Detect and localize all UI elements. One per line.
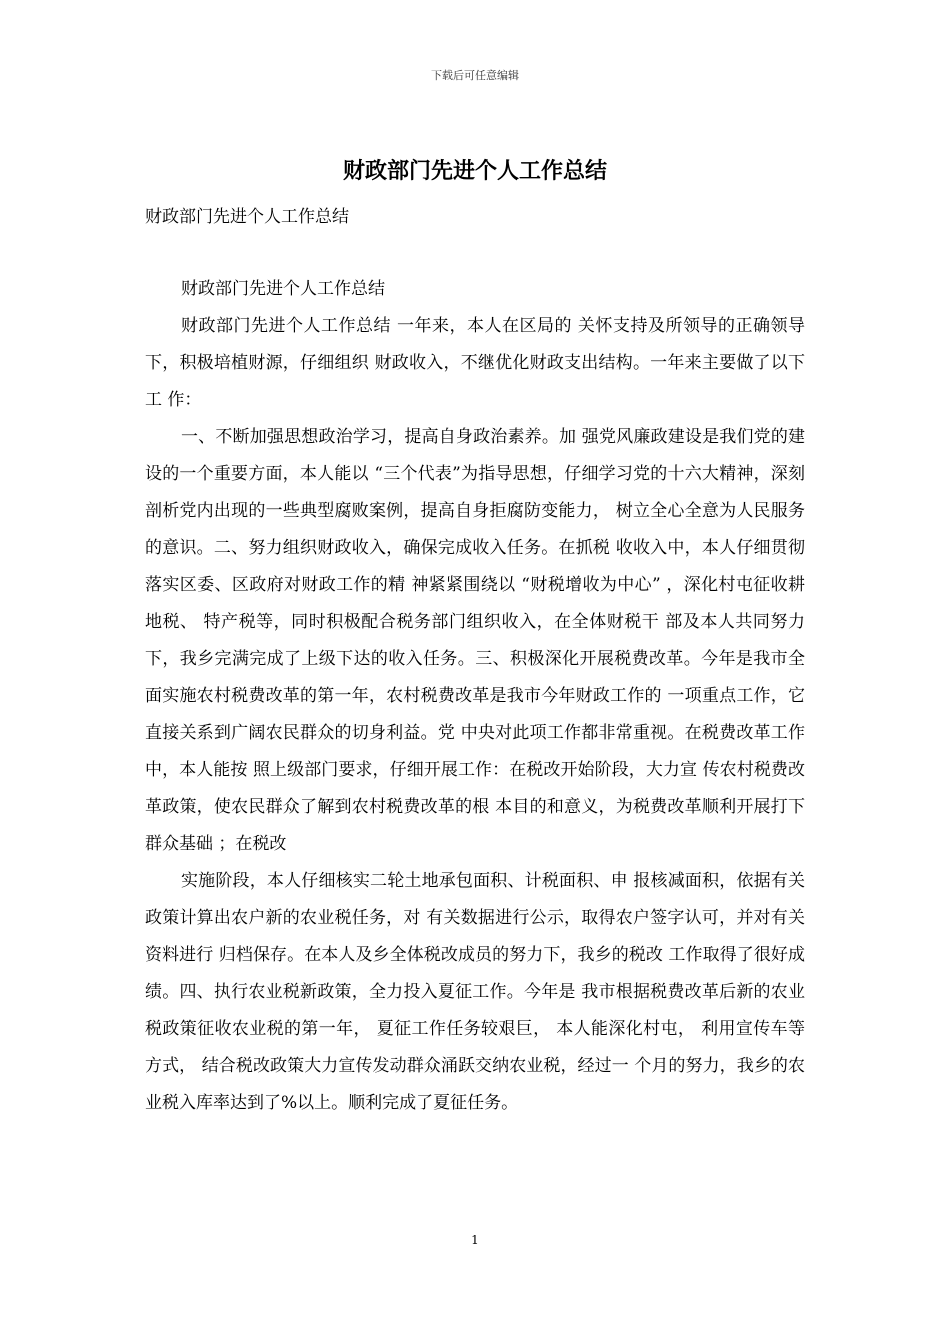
document-subtitle: 财政部门先进个人工作总结 (145, 207, 349, 227)
paragraph-heading: 财政部门先进个人工作总结 (181, 279, 385, 299)
paragraph-closing: 实施阶段，本人仔细核实二轮土地承包面积、计税面积、申 报核减面积，依据有关政策计算出农户新的农业税任务，对 有关数据进行公示，取得农户签字认可，并对有关资料进行 归档保存。在本人及乡全体税改成员的努力下，我乡的税改 工作取得了很好成绩。四、执行农业税新政策，全力投入夏征工作。今年是 我市根据税费改革后新的农业税政策征收农业税的第一年， 夏征工作任务较艰巨， 本人能深化村屯， 利用宣传车等方式， 结合税改政策大力宣传发动群众涌跃交纳农业税，经过一 个月的努力，我乡的农业税入库率达到了%以上。顺利完成了夏征任务。 (145, 871, 805, 1113)
document-title: 财政部门先进个人工作总结 (342, 158, 607, 184)
document-body (145, 271, 805, 1122)
page-number: 1 (471, 1233, 479, 1247)
paragraph-main: 一、不断加强思想政治学习，提高自身政治素养。加 强党风廉政建设是我们党的建设的一个重要方面，本人能以 “三个代表”为指导思想，仔细学习党的十六大精神，深刻 剖析党内出现的一些典型腐败案例，提高自身拒腐防变能力， 树立全心全意为人民服务的意识。二、努力组织财政收入，确保完成收入任务。在抓税 收收入中，本人仔细贯彻落实区委、区政府对财政工作的精 神紧紧围绕以 “财税增收为中心” ，深化村屯征收耕地税、 特产税等，同时积极配合税务部门组织收入，在全体财税干 部及本人共同努力下，我乡完满完成了上级下达的收入任务。三、积极深化开展税费改革。今年是我市全面实施农村税费改革的第一年，农村税费改革是我市今年财政工作的 一项重点工作，它直接关系到广阔农民群众的切身利益。党 中央对此项工作都非常重视。在税费改革工作中，本人能按 照上级部门要求，仔细开展工作：在税改开始阶段，大力宣 传农村税费改革政策，使农民群众了解到农村税费改革的根 本目的和意义，为税费改革顺利开展打下群众基础 ；在税改 (145, 427, 805, 854)
paragraph-intro: 财政部门先进个人工作总结 一年来，本人在区局的 关怀支持及所领导的正确领导下，积极培植财源，仔细组织 财政收入，不继优化财政支出结构。一年来主要做了以下工 作： (145, 316, 805, 410)
header-note: 下载后可任意编辑 (431, 69, 519, 82)
